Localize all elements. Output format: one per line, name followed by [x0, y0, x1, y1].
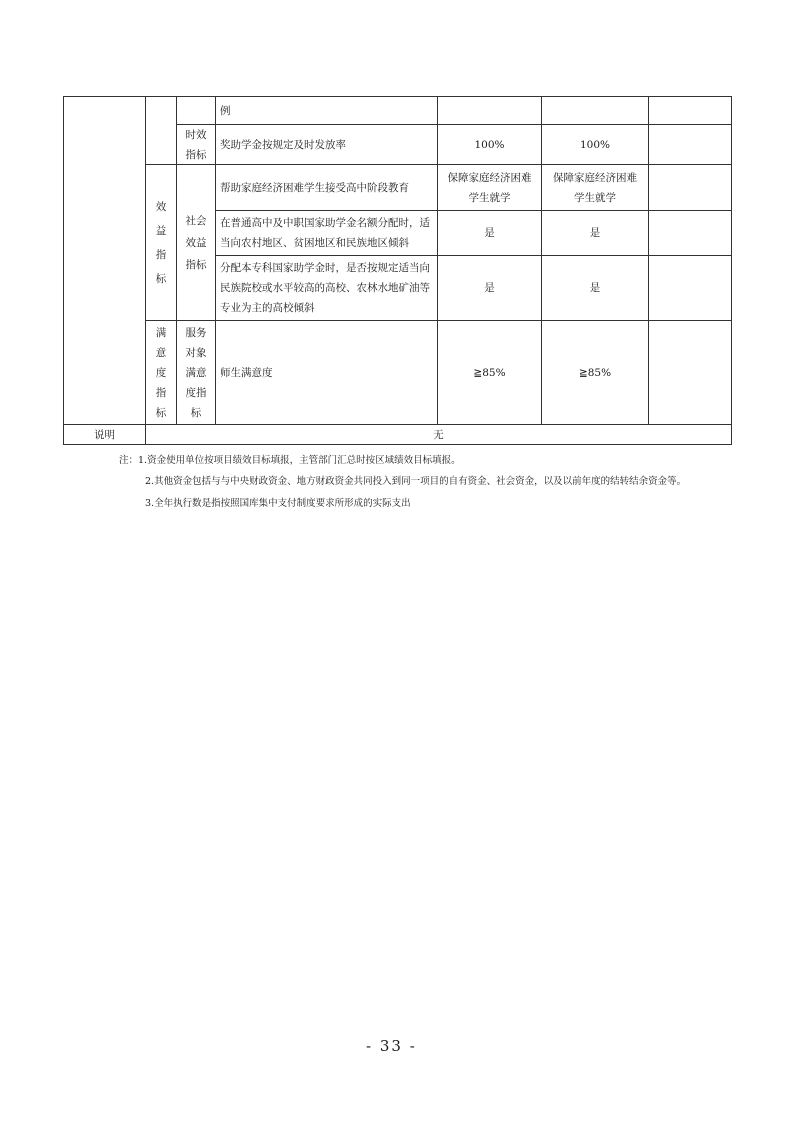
- target-value-cell: ≧85%: [473, 366, 506, 379]
- note-2: 2.其他资金包括与与中央财政资金、地方财政资金共同投入到同一项目的自有资金、社会资金，以及以前年度的结转结余资金等。: [145, 476, 687, 487]
- indicator-cell: 奖助学金按规定及时发放率: [220, 138, 346, 151]
- actual-value-cell: 100%: [579, 138, 611, 151]
- actual-value-cell: 保障家庭经济困难学生就学: [553, 171, 637, 204]
- remarks-value: 无: [433, 428, 444, 441]
- indicator-cell: 分配本专科国家助学金时，是否按规定适当向民族院校或水平较高的高校、农林水地矿油等专业为主的高校倾斜: [220, 262, 430, 314]
- indicator-cell: 师生满意度: [220, 366, 273, 379]
- remarks-label: 说明: [94, 428, 115, 441]
- actual-value-cell: 是: [589, 282, 601, 294]
- target-value-cell: 是: [484, 227, 495, 239]
- target-value-cell: 100%: [474, 138, 505, 151]
- category-cell: 效益指标: [155, 200, 167, 285]
- note-1: 注：1.资金使用单位按项目绩效目标填报，主管部门汇总时按区域绩效目标填报。: [119, 455, 461, 466]
- subcategory-cell: 社会效益指标: [185, 214, 207, 271]
- indicator-cell: 例: [220, 104, 231, 117]
- page-number: - 33 -: [366, 1037, 417, 1055]
- actual-value-cell: ≧85%: [578, 366, 612, 379]
- actual-value-cell: 是: [589, 227, 601, 239]
- category-cell: 满意度指标: [155, 326, 167, 419]
- indicator-cell: 帮助家庭经济困难学生接受高中阶段教育: [220, 181, 409, 194]
- target-value-cell: 是: [484, 282, 495, 294]
- note-3: 3.全年执行数是指按照国库集中支付制度要求所形成的实际支出: [145, 498, 411, 509]
- subcategory-cell: 服务对象满意度指标: [185, 326, 207, 419]
- category-cell: 时效指标: [185, 128, 207, 161]
- target-value-cell: 保障家庭经济困难学生就学: [447, 171, 532, 204]
- indicator-cell: 在普通高中及中职国家助学金名额分配时，适当向农村地区、贫困地区和民族地区倾斜: [220, 217, 430, 249]
